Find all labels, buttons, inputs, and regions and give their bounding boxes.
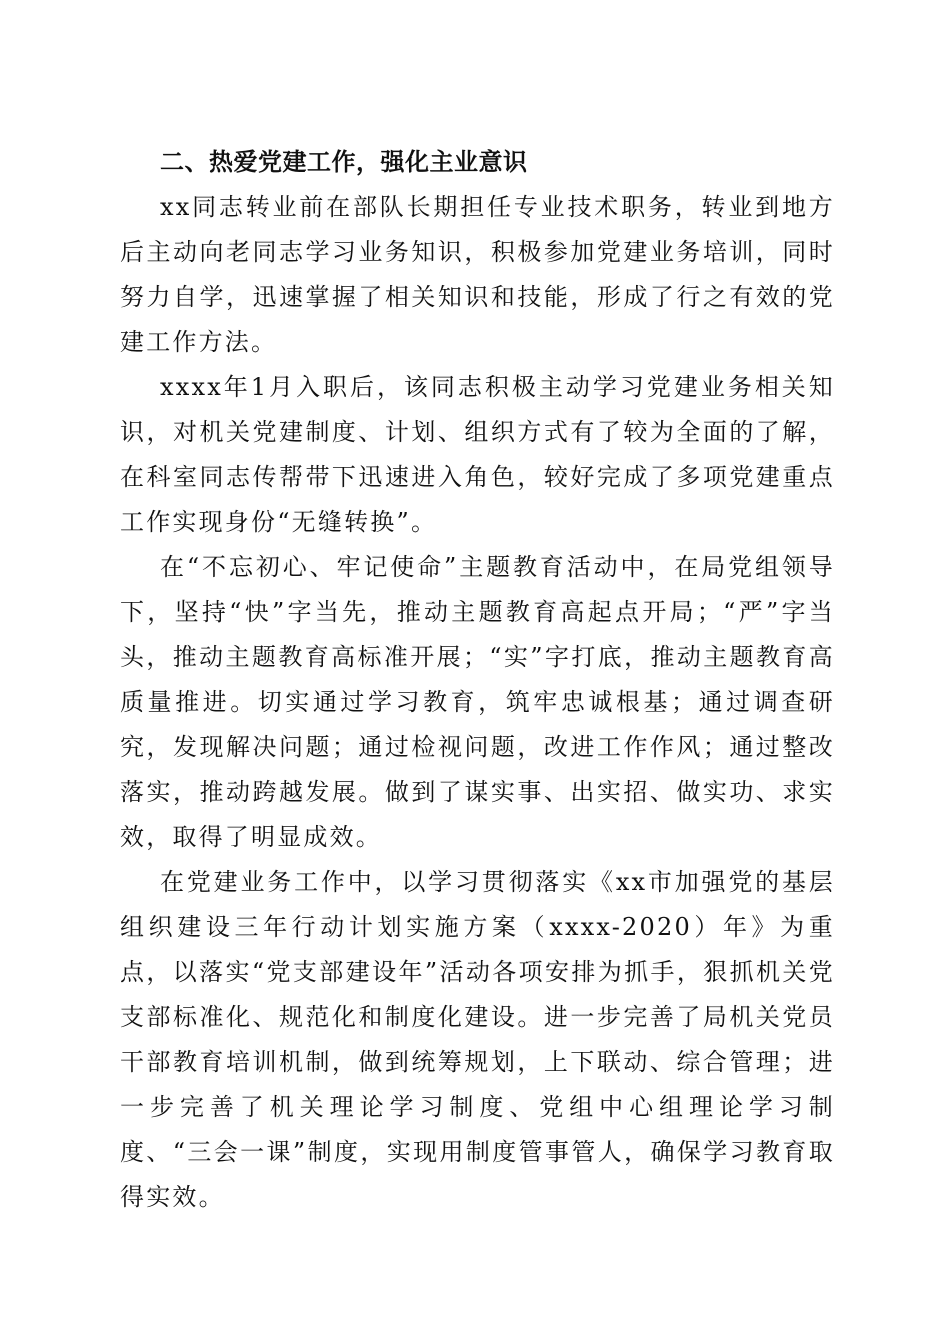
paragraph-4: 在党建业务工作中，以学习贯彻落实《xx市加强党的基层组织建设三年行动计划实施方案（xxxx-2020）年》为重点，以落实“党支部建设年”活动各项安排为抓手，狠抓机关党支部标准化、规范化和制度化建设。进一步完善了局机关党员干部教育培训机制，做到统筹规划，上下联动、综合管理；进一步完善了机关理论学习制度、党组中心组理论学习制度、“三会一课”制度，实现用制度管事管人，确保学习教育取得实效。 <box>120 868 835 1211</box>
document-body <box>120 140 835 1220</box>
section-heading: 二、热爱党建工作，强化主业意识 <box>160 148 528 176</box>
paragraph-1: xx同志转业前在部队长期担任专业技术职务，转业到地方后主动向老同志学习业务知识，积极参加党建业务培训，同时努力自学，迅速掌握了相关知识和技能，形成了行之有效的党建工作方法。 <box>120 193 835 356</box>
paragraph-3: 在“不忘初心、牢记使命”主题教育活动中，在局党组领导下，坚持“快”字当先，推动主题教育高起点开局；“严”字当头，推动主题教育高标准开展；“实”字打底，推动主题教育高质量推进。切实通过学习教育，筑牢忠诚根基；通过调查研究，发现解决问题；通过检视问题，改进工作作风；通过整改落实，推动跨越发展。做到了谋实事、出实招、做实功、求实效，取得了明显成效。 <box>120 553 835 851</box>
paragraph-2: xxxx年1月入职后，该同志积极主动学习党建业务相关知识，对机关党建制度、计划、组织方式有了较为全面的了解，在科室同志传帮带下迅速进入角色，较好完成了多项党建重点工作实现身份“无缝转换”。 <box>120 373 835 536</box>
